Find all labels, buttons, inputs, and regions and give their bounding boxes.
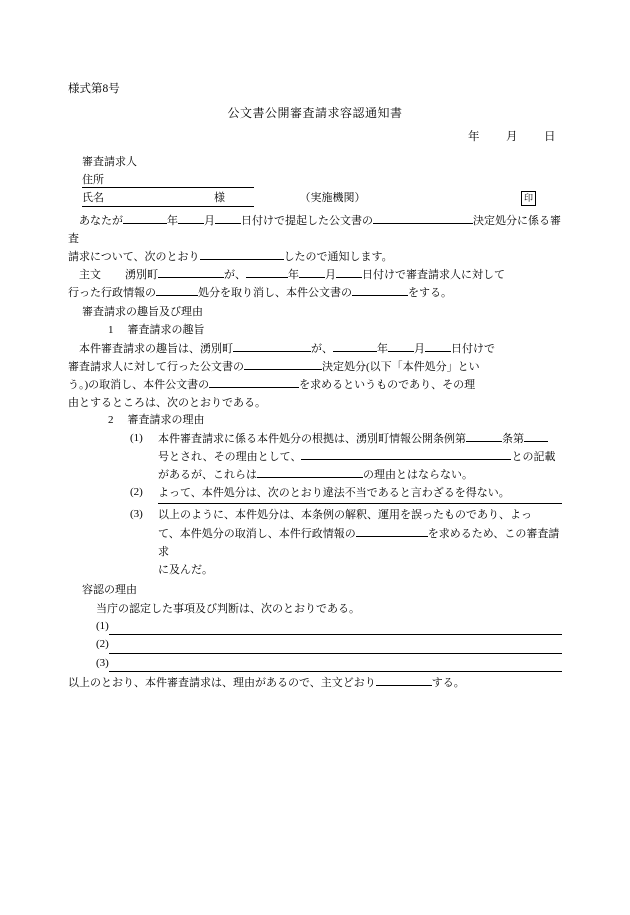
intro-text-a: あなたが: [79, 214, 123, 227]
date-line: [68, 128, 562, 146]
approval-item-1-blank: [109, 622, 562, 635]
item2-sub1-text-d: との記載: [511, 450, 556, 463]
main-text-label: 主文: [79, 269, 101, 282]
item1-text-c: 日付けで: [451, 342, 495, 355]
address-label: 住所: [82, 173, 104, 186]
seal-box: 印: [521, 191, 536, 206]
item1-text-f: う。)の取消し、本件公文書の: [68, 378, 210, 391]
main-text-e: 処分を取り消し、本件公文書の: [198, 287, 352, 300]
closing-text-b: する。: [431, 677, 465, 690]
date-year: 年: [468, 130, 480, 143]
intro-text-b: 日付けで提起した公文書の: [241, 214, 373, 227]
main-text-month: 月: [325, 269, 336, 282]
intro-text-c: 決定処分に係る審査: [68, 214, 561, 245]
main-text-line-1: [68, 266, 562, 284]
document-body: [68, 80, 562, 693]
reasons-section-heading: 審査請求の趣旨及び理由: [82, 306, 203, 319]
item1-month: 月: [414, 342, 425, 355]
item2-sub1-text-c: 号とされ、その理由として、: [158, 450, 302, 463]
address-row: [82, 172, 562, 190]
item1-year: 年: [377, 342, 388, 355]
intro-line-1: [68, 212, 562, 248]
approval-item-3-number: (3): [96, 656, 109, 669]
main-text-d: 行った行政情報の: [68, 287, 156, 300]
item2-sub3-text-b: を求めるため、この審査請求: [158, 527, 560, 558]
approval-item-2-blank: [109, 641, 562, 654]
item1-line-3: [68, 376, 562, 394]
item1-line-1: [68, 340, 562, 358]
item2-sub3-text-a: て、本件処分の取消し、本件行政情報の: [158, 527, 356, 540]
item2-sub1-line-3: [158, 466, 562, 484]
date-month: 月: [506, 130, 518, 143]
item2-sub1-text-f: の理由とはならない。: [363, 469, 473, 482]
item1-text-a: 本件審査請求の趣旨は、湧別町: [79, 342, 233, 355]
addressee-heading: 審査請求人: [82, 155, 137, 168]
closing-text-a: 以上のとおり、本件審査請求は、理由があるので、主文どおり: [68, 677, 376, 690]
approval-item-3-blank: [109, 659, 562, 672]
main-text-b: が、: [224, 269, 246, 282]
name-row: [82, 190, 562, 208]
main-text-f: をする。: [408, 287, 452, 300]
item1-text-e: 決定処分(以下「本件処分」とい: [322, 360, 480, 373]
item2-sub2-blank-line: [158, 503, 562, 504]
name-label: 氏名: [82, 192, 104, 205]
item2-sub3: [130, 506, 562, 579]
form-number: 様式第8号: [68, 83, 120, 95]
item2-sub1-text-a: 本件審査請求に係る本件処分の根拠は、湧別町情報公開条例第: [158, 432, 466, 445]
item2-sub1-line-2: [158, 448, 562, 466]
item2-sub1-number: (1): [130, 431, 143, 444]
item2-number: 2: [108, 414, 114, 427]
intro-month: 月: [204, 214, 215, 227]
approval-item-1-number: (1): [96, 619, 109, 632]
agency-label: （実施機関）: [299, 192, 366, 205]
main-text-c: 日付けで審査請求人に対して: [362, 269, 505, 282]
item2-sub3-line-2: [158, 525, 562, 561]
main-text-town: 湧別町: [125, 269, 158, 282]
item1-text-d: 審査請求人に対して行った公文書の: [68, 360, 244, 373]
honorific: 様: [214, 192, 225, 205]
item1-number: 1: [108, 324, 114, 337]
item2-sub1-text-b: 条第: [502, 432, 524, 445]
main-text-year: 年: [288, 269, 299, 282]
item1-heading: 審査請求の趣旨: [127, 324, 205, 337]
item1-text-b: が、: [311, 342, 333, 355]
approval-item-2-number: (2): [96, 638, 109, 651]
item1-text-h: 由とするところは、次のとおりである。: [68, 397, 266, 410]
closing-line: [68, 674, 562, 692]
item2-sub1-line-1: [158, 430, 562, 448]
approval-section-heading: 容認の理由: [82, 583, 137, 596]
intro-text-e: したので通知します。: [283, 251, 393, 264]
intro-year: 年: [167, 214, 178, 227]
approval-item-3: [96, 655, 562, 673]
item1-text-g: を求めるというものであり、その理: [299, 378, 476, 391]
item2-sub2: [130, 484, 562, 504]
item1-line-2: [68, 358, 562, 376]
item2-heading: 審査請求の理由: [127, 414, 205, 427]
item2-heading-row: [108, 412, 562, 430]
item1-line-4: [68, 394, 562, 412]
intro-text-d: 請求について、次のとおり: [68, 251, 200, 264]
approval-lead: 当庁の認定した事項及び判断は、次のとおりである。: [96, 602, 360, 615]
item2-sub3-line-1: 以上のように、本件処分は、本条例の解釈、運用を誤ったものであり、よっ: [158, 509, 532, 522]
item1-heading-row: [108, 322, 562, 340]
item2-sub3-line-3: に及んだ。: [158, 563, 213, 576]
approval-item-1: [96, 618, 562, 636]
item2-sub3-number: (3): [130, 508, 143, 521]
item2-sub1: [130, 430, 562, 484]
approval-item-2: [96, 636, 562, 654]
item2-sub1-text-e: があるが、これらは: [158, 469, 257, 482]
item2-sub2-number: (2): [130, 486, 143, 499]
intro-line-2: [68, 248, 562, 266]
item2-sub2-text: よって、本件処分は、次のとおり違法不当であると言わざるを得ない。: [158, 487, 510, 500]
main-text-line-2: [68, 284, 562, 302]
date-day: 日: [544, 130, 556, 143]
document-title: 公文書公開審査請求容認通知書: [227, 106, 403, 121]
